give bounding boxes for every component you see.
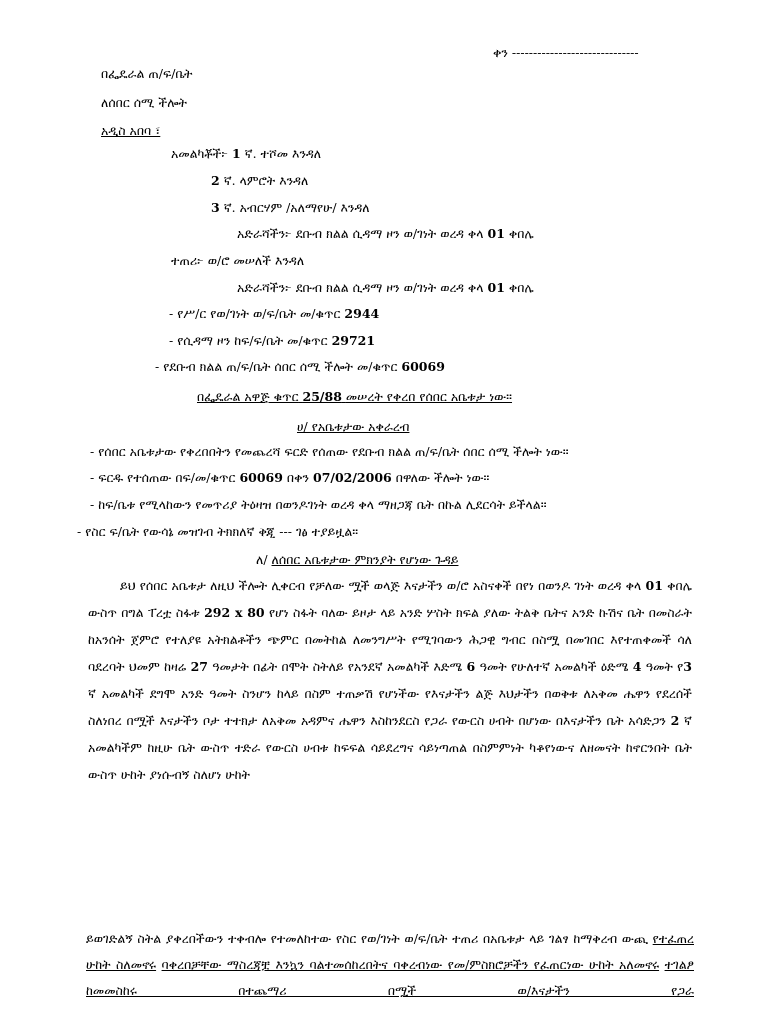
section-b-heading-line [256, 552, 458, 568]
region-court-file-number [155, 359, 445, 375]
body-number-3: 27 [190, 659, 208, 674]
addressee-bench: ለሰበር ሰሚ ችሎት [101, 95, 187, 110]
applicant-3-name: ኛ. አብርሃም /አለማየሁ/ እንዳለ [223, 200, 370, 215]
respondent-line: ተጠሪ፦ ወ/ሮ መሠለች እንዳለ [171, 253, 305, 268]
section-a-item-3: - ከፍ/ቤቱ የሚላከውን የመጥሪያ ትዕዛዝ በወንዶገነት ወረዳ ቀላ ማዘጋጃ ቤት በኩል ሊደርሳት ይችላል። [90, 497, 547, 512]
region-court-number: 60069 [401, 359, 445, 374]
body-text-5: ዓመት የሁለተኛ አመልካች ዕድሜ [479, 659, 629, 674]
body-text-7: ኛ አመልካች ደግሞ አንድ ዓመት ስንሆን ከላይ በስም ተጠቃሽ የሆነችው የእናታችን ልጅ እህታችን በወቅቱ ለአቅመ ሔዋን የደረሰች ስለነበረ በሟች እናታችን ቦታ ተተክታ ለአቅመ አዳምና ሔዋን እስከንደርስ የጋራ የውርስ ሀብት በሆነው በእናታችን ቤት አሳድጋን [88, 686, 692, 728]
section-a-item-2 [90, 470, 489, 486]
section-a-heading: ሀ/ የአቤቱታው አቀራረብ [297, 419, 410, 434]
applicant-3-line [211, 200, 370, 216]
item-2-file-number: 60069 [239, 470, 283, 485]
item-2-suffix: በዋለው ችሎት ነው። [395, 470, 490, 485]
body-text-8: ኛ አመልካችም ከዚሁ ቤት ውስጥ ተድራ የውርስ ሀብቱ ከፍፍል ሳይደረግና ሳይነጣጠል በስምምነት ካቆየነውና ለዘመናት ከኖርንበት ቤት ውስጥ ሁከት ያነሱብኝ ስለሆነ ሁከት [88, 713, 692, 782]
body-text-1: ይህ የሰበር አቤቱታ ለዚህ ችሎት ሊቀርብ የቻለው ሟች ወላጅ እናታችን ወ/ሮ አስናቀች በየነ በወንዶ ገነት ወረዳ ቀላ [120, 578, 642, 593]
date-line: ቀን ------------------------------ [493, 45, 639, 60]
zone-court-number: 29721 [331, 333, 376, 348]
proclamation-number: 25/88 [302, 389, 342, 404]
applicants-line [171, 146, 321, 162]
legal-basis-text: በፌዴራል አዋጅ ቁጥር [197, 389, 299, 404]
body-number-6: 3 [683, 659, 692, 674]
applicant-3-number: 3 [211, 200, 220, 215]
item-2-date-label: በቀን [286, 470, 310, 485]
applicants-address-kebele: ቀበሌ [508, 226, 534, 241]
body-number-1: 01 [645, 578, 663, 593]
closing-underlined-2: ባቀረበቻቸው ማስረጃቿ እንኳን ባልተመሰከረበትና ባቀረብነው የመ/ምስክሮቻችን የፈጠርነው ሁከት አለመኖሩ [161, 957, 660, 972]
item-2-date: 07/02/2006 [313, 470, 392, 485]
respondent-address-kebele: ቀበሌ [508, 280, 534, 295]
section-b-heading: ለሰበር አቤቱታው ምክንያት የሆነው ጉዳይ [271, 552, 459, 567]
respondent-address [237, 280, 534, 296]
zone-court-file-number [169, 333, 375, 349]
applicant-2-name: ኛ. ላምሮት እንዳለ [223, 173, 309, 188]
closing-text-1: ይወገድልኝ ስትል ያቀረበችውን ተቀብሎ የተመለከተው የስር የወ/ገነት ወ/ፍ/ቤት ተጠሪ በአቤቱታ ላይ ገልፃ ከማቅረብ ውጪ [86, 931, 648, 946]
body-number-4: 6 [466, 659, 476, 674]
applicants-label: አመልካቾች፦ [171, 146, 228, 161]
body-text-4: ዓመታት በፊት በሞት ስትለይ የአንደኛ አመልካች እድሜ [212, 659, 463, 674]
section-a-item-1: - የሰበር አቤቱታው የቀረበበትን የመጨረሻ ፍርድ የሰጠው የደቡብ ክልል ጠ/ፍ/ቤት ሰበር ሰሚ ችሎት ነው። [90, 444, 569, 459]
woreda-court-number: 2944 [344, 306, 380, 321]
closing-underlined-1: የተፈጠረ ሁከት ስለመኖሩ [86, 931, 694, 972]
applicants-address-text: አድራሻችን፦ ደቡብ ክልል ሲዳማ ዞን ወ/ገነት ወረዳ ቀላ [237, 226, 484, 241]
closing-paragraph [86, 926, 694, 1004]
body-number-7: 2 [670, 713, 680, 728]
applicants-address [237, 226, 534, 242]
body-text-6: ዓመት የ [645, 659, 684, 674]
applicant-2-number: 2 [211, 173, 220, 188]
body-number-2: 292 x 80 [204, 605, 265, 620]
respondent-address-text: አድራሻችን፦ ደቡብ ክልል ሲዳማ ዞን ወ/ገነት ወረዳ ቀላ [237, 280, 484, 295]
section-b-body [88, 572, 692, 788]
woreda-court-file-number [169, 306, 379, 322]
legal-basis-suffix: መሠረት የቀረበ የሰበር አቤቱታ ነው። [345, 389, 513, 404]
legal-basis [197, 389, 512, 405]
applicant-1-name: ኛ. ተሾመ እንዳለ [244, 146, 322, 161]
applicant-2-line [211, 173, 308, 189]
section-b-prefix: ለ/ [256, 552, 268, 567]
region-court-label: - የደቡብ ክልል ጠ/ፍ/ቤት ሰበር ሰሚ ችሎት መ/ቁጥር [155, 359, 398, 374]
body-text-3: የሆነ ስፋት ባለው ይዞታ ላይ አንድ ሦስት ክፍል ያለው ትልቅ ቤትና አንድ ኩሽና ቤት በመስራት ከአንሰት ጀምሮ የተለያዩ አትክልቶችን ጭምር በመትከል ለመንግሥት የሚገባውን ሕጋዊ ግብር በስሟ በመገበር እየተጠቀመች ሳለ ባደረባት ህመም ከዛሬ [88, 605, 692, 674]
body-number-5: 4 [632, 659, 642, 674]
applicants-address-kebele-number: 01 [487, 226, 505, 241]
body-text-2: ቀበሌ ውስጥ በግል ፐረቷ ስፋቱ [88, 578, 692, 620]
addressee-city: አዲስ አበባ ፣ [101, 123, 161, 138]
zone-court-label: - የሲዳማ ዞን ከፍ/ፍ/ቤት መ/ቁጥር [169, 333, 328, 348]
woreda-court-label: - የሥ/ር የወ/ገነት ወ/ፍ/ቤት መ/ቁጥር [169, 306, 341, 321]
item-2-text: - ፍርዱ የተሰጠው በፍ/መ/ቁጥር [90, 470, 236, 485]
closing-underlined-3: ተገልፆ ከመመስከሩ በተጨማሪ በሟች ወ/እናታችን የጋራ [86, 957, 694, 998]
section-a-item-4: - የስር ፍ/ቤት የውሳኔ መዝገብ ትክክለኛ ቅጂ --- ገፅ ተያይዟል። [77, 524, 359, 539]
respondent-address-kebele-number: 01 [487, 280, 505, 295]
applicant-1-number: 1 [231, 146, 241, 161]
addressee-court: በፌዴራል ጠ/ፍ/ቤት [101, 66, 193, 81]
